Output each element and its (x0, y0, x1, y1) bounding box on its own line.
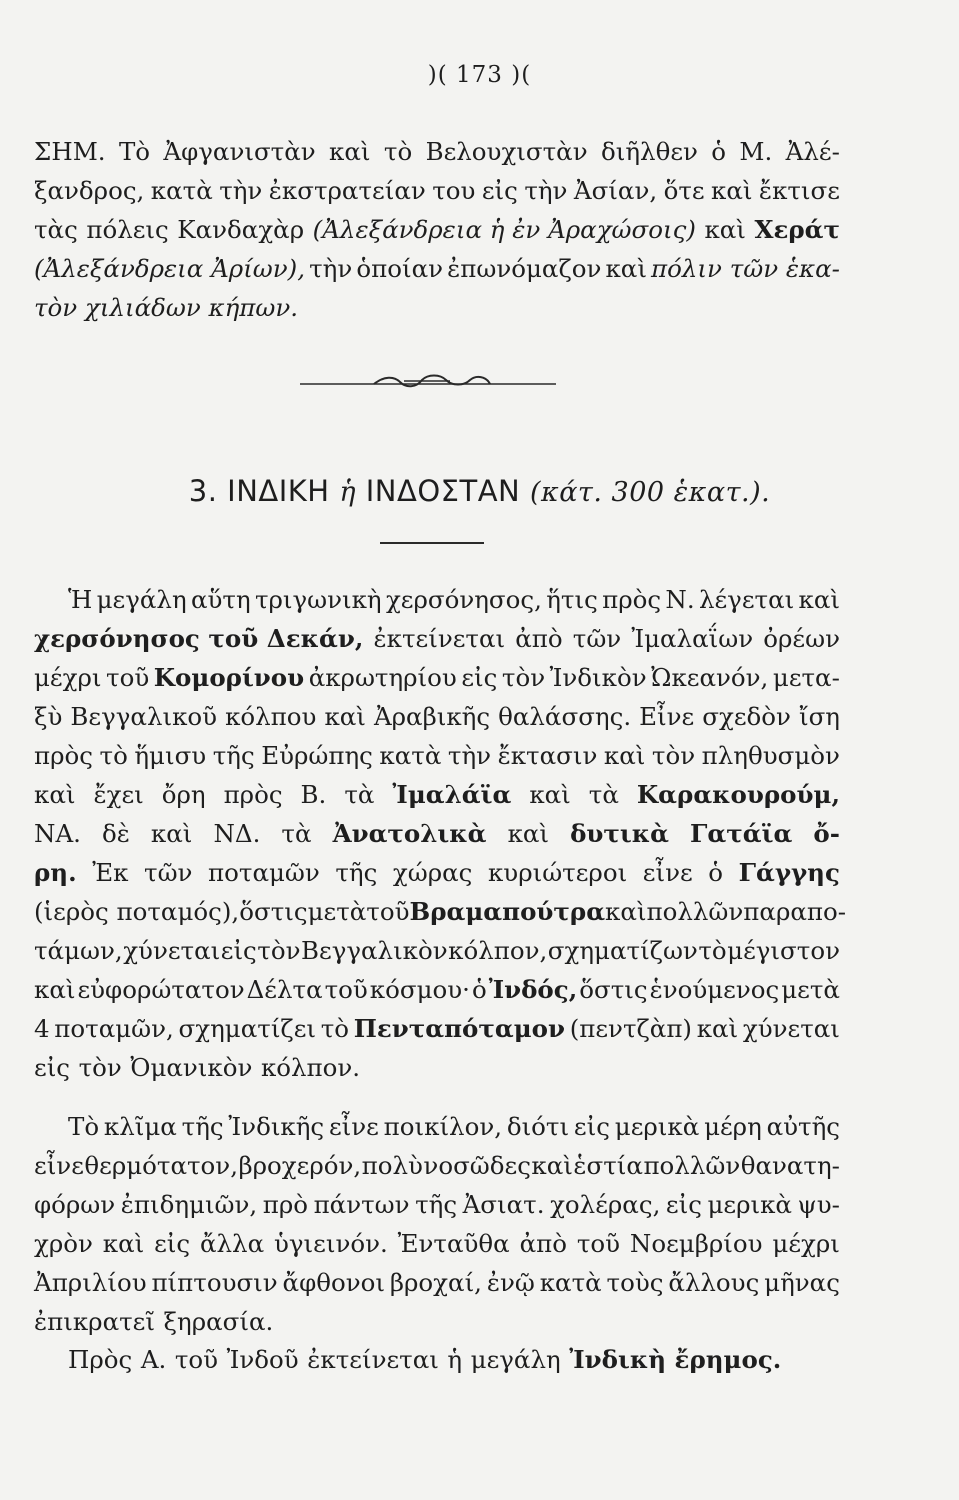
text-word: (πεντζὰπ) (569, 1014, 692, 1043)
text-word: Γατάϊα (690, 819, 793, 848)
text-word: Νοεμβρίου (629, 1229, 763, 1258)
text-word: αὐτῆς (766, 1112, 840, 1141)
text-word: εἰς (481, 176, 518, 205)
text-word: μέγιστον (727, 936, 840, 965)
text-line (34, 132, 840, 171)
text-word: τοῦ (366, 897, 410, 926)
text-word: Εἶνε (639, 702, 695, 731)
text-word: Ἰμαλάϊα (392, 780, 512, 809)
text-word: Β. (300, 780, 327, 809)
text-word: τὸ (698, 936, 727, 965)
text-word: μέχρι (34, 663, 102, 692)
text-word: Ἀσιατ. (462, 1190, 545, 1219)
text-word: χύνεται (742, 1014, 840, 1043)
text-line (34, 210, 840, 249)
text-word: ἔκτασιν (497, 741, 598, 770)
text-word: καὶ (711, 176, 753, 205)
text-word: καὶ (529, 780, 571, 809)
text-word: τῶν (144, 858, 193, 887)
text-word: κατὰ (150, 176, 213, 205)
text-word: ἀκρωτηρίου (308, 663, 457, 692)
text-word: ἡ (447, 1345, 463, 1374)
text-word: ποταμῶν (208, 858, 320, 887)
text-word: παραπο- (743, 897, 847, 926)
text-line (34, 736, 840, 775)
text-line (34, 580, 840, 619)
text-word: τὴν (219, 176, 263, 205)
text-word: βροχερόν, (238, 1151, 362, 1180)
paragraph-india (34, 580, 847, 1087)
section-heading: 3. ΙΝΔΙΚΗ ἡ ΙΝΔΟΣΤΑΝ (κάτ. 300 ἑκατ.). (188, 474, 771, 508)
text-word: πόλιν τῶν ἑκα- (651, 254, 840, 283)
text-word: καὶ (150, 819, 193, 848)
text-line (34, 1224, 840, 1263)
text-word: ἑστία (573, 1151, 643, 1180)
text-word: πολλῶν (643, 1151, 741, 1180)
text-word: Χεράτ (754, 215, 840, 244)
text-word: τὴν (524, 176, 568, 205)
text-word: Πενταπόταμον (353, 1014, 565, 1043)
text-line (34, 1340, 840, 1379)
text-line (34, 697, 840, 736)
text-line (34, 658, 840, 697)
text-word: τοῦ (174, 1345, 219, 1374)
text-line (34, 1263, 840, 1302)
text-word: Ὀμανικὸν (130, 1053, 253, 1082)
text-word: μερικὰ (707, 1190, 792, 1219)
text-word: ἐπωνόμαζον (447, 254, 602, 283)
text-word: πρὸς (223, 780, 283, 809)
text-word: πόλεις (86, 215, 169, 244)
text-word: χολέρας, (550, 1190, 661, 1219)
text-word: Ἰνδικὸν (549, 663, 647, 692)
text-word: εἰς (154, 1229, 191, 1258)
text-word: δυτικὰ (570, 819, 669, 848)
text-word: τριγωνικὴ (254, 585, 382, 614)
text-word: ἄφθονοι (282, 1268, 385, 1297)
text-word: θανατη- (740, 1151, 840, 1180)
text-word: κλῖμα (103, 1112, 177, 1141)
text-word: ὁ (471, 975, 487, 1004)
text-word: Ἰνδοῦ (226, 1345, 299, 1374)
text-word: σχηματίζει (178, 1014, 317, 1043)
text-word: ΣΗΜ. (34, 137, 106, 166)
text-word: καὶ (507, 819, 550, 848)
text-word: Τὸ (68, 1112, 100, 1141)
text-word: Τὸ (118, 137, 151, 166)
text-line (34, 288, 840, 327)
text-word: ἀπὸ (515, 624, 563, 653)
text-word: τῆς (212, 741, 255, 770)
text-word: ποταμῶν, (54, 1014, 174, 1043)
text-word: Γάγγης (738, 858, 840, 887)
text-word: μετα- (772, 663, 840, 692)
text-word: τὸ (320, 1014, 350, 1043)
text-word: Ἀλέ- (785, 137, 840, 166)
text-word: μέχρι (772, 1229, 840, 1258)
text-word: ὄρη (161, 780, 206, 809)
text-word: πολὺ (361, 1151, 423, 1180)
text-word: ἀπὸ (519, 1229, 567, 1258)
text-word: μερικὰ (614, 1112, 700, 1141)
text-word: Α. (140, 1345, 167, 1374)
text-word: κατὰ (379, 741, 442, 770)
text-word: ΝΑ. (34, 819, 81, 848)
text-word: Ἰνδικῆς (228, 1112, 325, 1141)
text-word: Βελουχιστὰν (425, 137, 588, 166)
text-word: τὸν χιλιάδων κήπων. (34, 293, 299, 322)
text-word: Βεγγαλικοῦ (70, 702, 218, 731)
text-word: ὅστις (579, 975, 648, 1004)
text-word: καὶ (605, 254, 647, 283)
text-word: ὑγιεινόν. (274, 1229, 388, 1258)
text-word: τὸ (99, 741, 128, 770)
text-word: ἐκτείνεται (307, 1345, 439, 1374)
text-word: Εὐρώπης (261, 741, 373, 770)
text-line (34, 1107, 840, 1146)
text-word: ἴση (798, 702, 840, 731)
text-word: τῶν (572, 624, 622, 653)
text-word: καὶ (34, 780, 76, 809)
text-word: (Ἀλεξάνδρεια Ἀρίων), (34, 254, 306, 283)
text-word: χύνεται (123, 936, 221, 965)
text-line (34, 1302, 840, 1341)
text-line (34, 970, 840, 1009)
text-line (34, 1009, 840, 1048)
text-word: ὁ (708, 858, 723, 887)
text-word: κόλπου (225, 702, 317, 731)
text-word: ἔκτισε (758, 176, 840, 205)
text-word: τὰς (34, 215, 78, 244)
text-word: εἰς (461, 663, 498, 692)
text-word: Ἀραβικῆς (373, 702, 491, 731)
text-word: μετὰ (781, 975, 840, 1004)
text-word: πολλῶν (646, 897, 744, 926)
text-word: εἶνε (328, 1112, 379, 1141)
text-word: νοσῶδες (423, 1151, 531, 1180)
text-word: χερσόνησος τοῦ Δεκάν, (34, 624, 364, 653)
text-word: Ἰνδός, (488, 975, 578, 1004)
text-word: εἰς (665, 1190, 702, 1219)
text-word: πρὸ (262, 1190, 309, 1219)
text-word: καὶ (324, 702, 366, 731)
text-word: ὁ (711, 137, 727, 166)
text-word: καὶ (102, 1229, 145, 1258)
text-word: ὅστις (239, 897, 308, 926)
text-word: καὶ (696, 1014, 739, 1043)
text-word: ἐκστρατείαν (268, 176, 426, 205)
text-word: Ἡ (68, 585, 93, 614)
text-word: κόλπον. (260, 1053, 361, 1082)
text-word: χρὸν (34, 1229, 93, 1258)
text-word: εἶνε (34, 1151, 84, 1180)
text-word: χώρας (392, 858, 473, 887)
text-line (34, 931, 840, 970)
text-word: πίπτουσιν (151, 1268, 278, 1297)
text-word: κυριώτεροι (487, 858, 628, 887)
text-word: εἰς (34, 1053, 71, 1082)
text-word: κόσμου· (369, 975, 470, 1004)
text-line (34, 1146, 840, 1185)
text-word: καὶ (704, 215, 746, 244)
text-word: Καρακουρούμ, (636, 780, 840, 809)
text-line (34, 171, 840, 210)
short-rule (380, 542, 484, 544)
text-word: αὕτη (190, 585, 251, 614)
text-word: τὰ (344, 780, 375, 809)
text-word: εἶνε (642, 858, 693, 887)
text-word: Ὠκεανόν, (651, 663, 769, 692)
text-word: τῆς (335, 858, 378, 887)
text-word: καὶ (603, 741, 646, 770)
text-word: ἐκτείνεται (373, 624, 506, 653)
text-line (34, 814, 840, 853)
text-word: μεγάλη (96, 585, 187, 614)
text-word: Βεγγαλικὸν (301, 936, 448, 965)
page-number: )( 173 )( (427, 62, 532, 88)
text-word: τοῦ (576, 1229, 621, 1258)
text-word: ἐνῷ (486, 1268, 535, 1297)
text-word: Ἰνδικὴ ἔρημος. (569, 1345, 782, 1374)
text-word: (Ἀλεξάνδρεια ἡ ἐν Ἀραχώσοις) (312, 215, 696, 244)
text-word: Ν. (665, 585, 695, 614)
text-word: Ἀσίαν, (573, 176, 658, 205)
text-word: κόλπον, (448, 936, 548, 965)
text-word: ὀρέων (763, 624, 840, 653)
text-word: Ἀφγανιστὰν (163, 137, 316, 166)
text-word: Ἀνατολικὰ (332, 819, 487, 848)
text-word: ἐπικρατεῖ (34, 1307, 155, 1336)
text-word: μεγάλη (470, 1345, 561, 1374)
text-word: καὶ (798, 585, 840, 614)
text-word: θερμότατον, (84, 1151, 238, 1180)
text-word: βροχαί, (389, 1268, 482, 1297)
text-word: φόρων (34, 1190, 116, 1219)
text-word: Πρὸς (68, 1345, 133, 1374)
text-word: Ἰμαλαΐων (631, 624, 754, 653)
text-word: ὁποίαν (356, 254, 444, 283)
text-word: τῆς (415, 1190, 458, 1219)
text-word: ξηρασία. (163, 1307, 274, 1336)
text-word: ἑνούμενος (649, 975, 780, 1004)
text-word: σχηματίζων (547, 936, 698, 965)
text-line (34, 1185, 840, 1224)
text-word: διότι (506, 1112, 570, 1141)
text-word: διῆλθεν (601, 137, 698, 166)
text-word: Ἐκ (92, 858, 129, 887)
text-word: καὶ (531, 1151, 573, 1180)
text-word: καὶ (34, 975, 76, 1004)
text-word: τάμων, (34, 936, 123, 965)
text-word: τῆς (181, 1112, 224, 1141)
text-word: πρὸς (602, 585, 662, 614)
text-word: (ἱερὸς ποταμός), (34, 897, 240, 926)
text-word: μετὰ (307, 897, 367, 926)
paragraph-desert (34, 1340, 840, 1379)
text-word: τοῦ (106, 663, 150, 692)
text-word: ξὺ (34, 702, 63, 731)
text-word: τοῦ (324, 975, 368, 1004)
text-line (34, 775, 840, 814)
text-word: εἰς (220, 936, 257, 965)
text-word: δὲ (101, 819, 130, 848)
ornament-divider (300, 372, 556, 392)
text-word: ἥτις (546, 585, 598, 614)
text-word: ἐπιδημιῶν, (120, 1190, 258, 1219)
text-word: μέρη (704, 1112, 762, 1141)
text-word: ξανδρος, (34, 176, 145, 205)
text-word: ἔχει (93, 780, 144, 809)
text-word: ψυ- (797, 1190, 840, 1219)
text-word: λέγεται (698, 585, 795, 614)
text-word: τὰ (588, 780, 619, 809)
text-word: ἥμισυ (134, 741, 207, 770)
text-word: τὸν (501, 663, 546, 692)
text-word: του (432, 176, 476, 205)
text-word: εὐφορώτατον (77, 975, 245, 1004)
text-word: ρη. (34, 858, 77, 887)
text-word: πρὸς (34, 741, 93, 770)
text-line (34, 892, 847, 931)
text-word: μῆνας (764, 1268, 840, 1297)
text-word: τὸν (257, 936, 301, 965)
text-line (34, 853, 840, 892)
paragraph-climate (34, 1107, 840, 1341)
text-word: Ἀπριλίου (34, 1268, 147, 1297)
text-word: Βραμαπούτρα (409, 897, 606, 926)
text-word: σχεδὸν (702, 702, 791, 731)
text-line (34, 1048, 840, 1087)
text-word: τὸν (78, 1053, 122, 1082)
text-word: εἰς (573, 1112, 610, 1141)
text-word: τὸ (383, 137, 413, 166)
text-word: πάντων (313, 1190, 410, 1219)
text-word: τὰ (281, 819, 312, 848)
text-word: ποικίλον, (383, 1112, 503, 1141)
text-word: τὴν (309, 254, 353, 283)
text-word: κατὰ (539, 1268, 602, 1297)
text-word: ὄ- (813, 819, 840, 848)
text-word: καὶ (329, 137, 371, 166)
text-word: καὶ (605, 897, 647, 926)
text-word: Κανδαχὰρ (177, 215, 305, 244)
text-line (34, 619, 840, 658)
text-word: πληθυσμὸν (701, 741, 840, 770)
text-word: ΝΔ. (213, 819, 261, 848)
text-word: τὴν (447, 741, 492, 770)
text-word: τὸν (651, 741, 696, 770)
text-word: 4 (34, 1014, 50, 1043)
text-word: ἄλλα (199, 1229, 265, 1258)
text-word: Κομορίνου (153, 663, 305, 692)
text-line (34, 249, 840, 288)
text-word: θαλάσσης. (498, 702, 632, 731)
text-word: ὅτε (663, 176, 705, 205)
text-word: ἄλλους (668, 1268, 760, 1297)
text-word: Ἐνταῦθα (397, 1229, 510, 1258)
text-word: χερσόνησος, (385, 585, 542, 614)
text-word: Μ. (739, 137, 773, 166)
text-word: τοὺς (606, 1268, 664, 1297)
note-paragraph (34, 132, 840, 327)
text-word: Δέλτα (246, 975, 323, 1004)
